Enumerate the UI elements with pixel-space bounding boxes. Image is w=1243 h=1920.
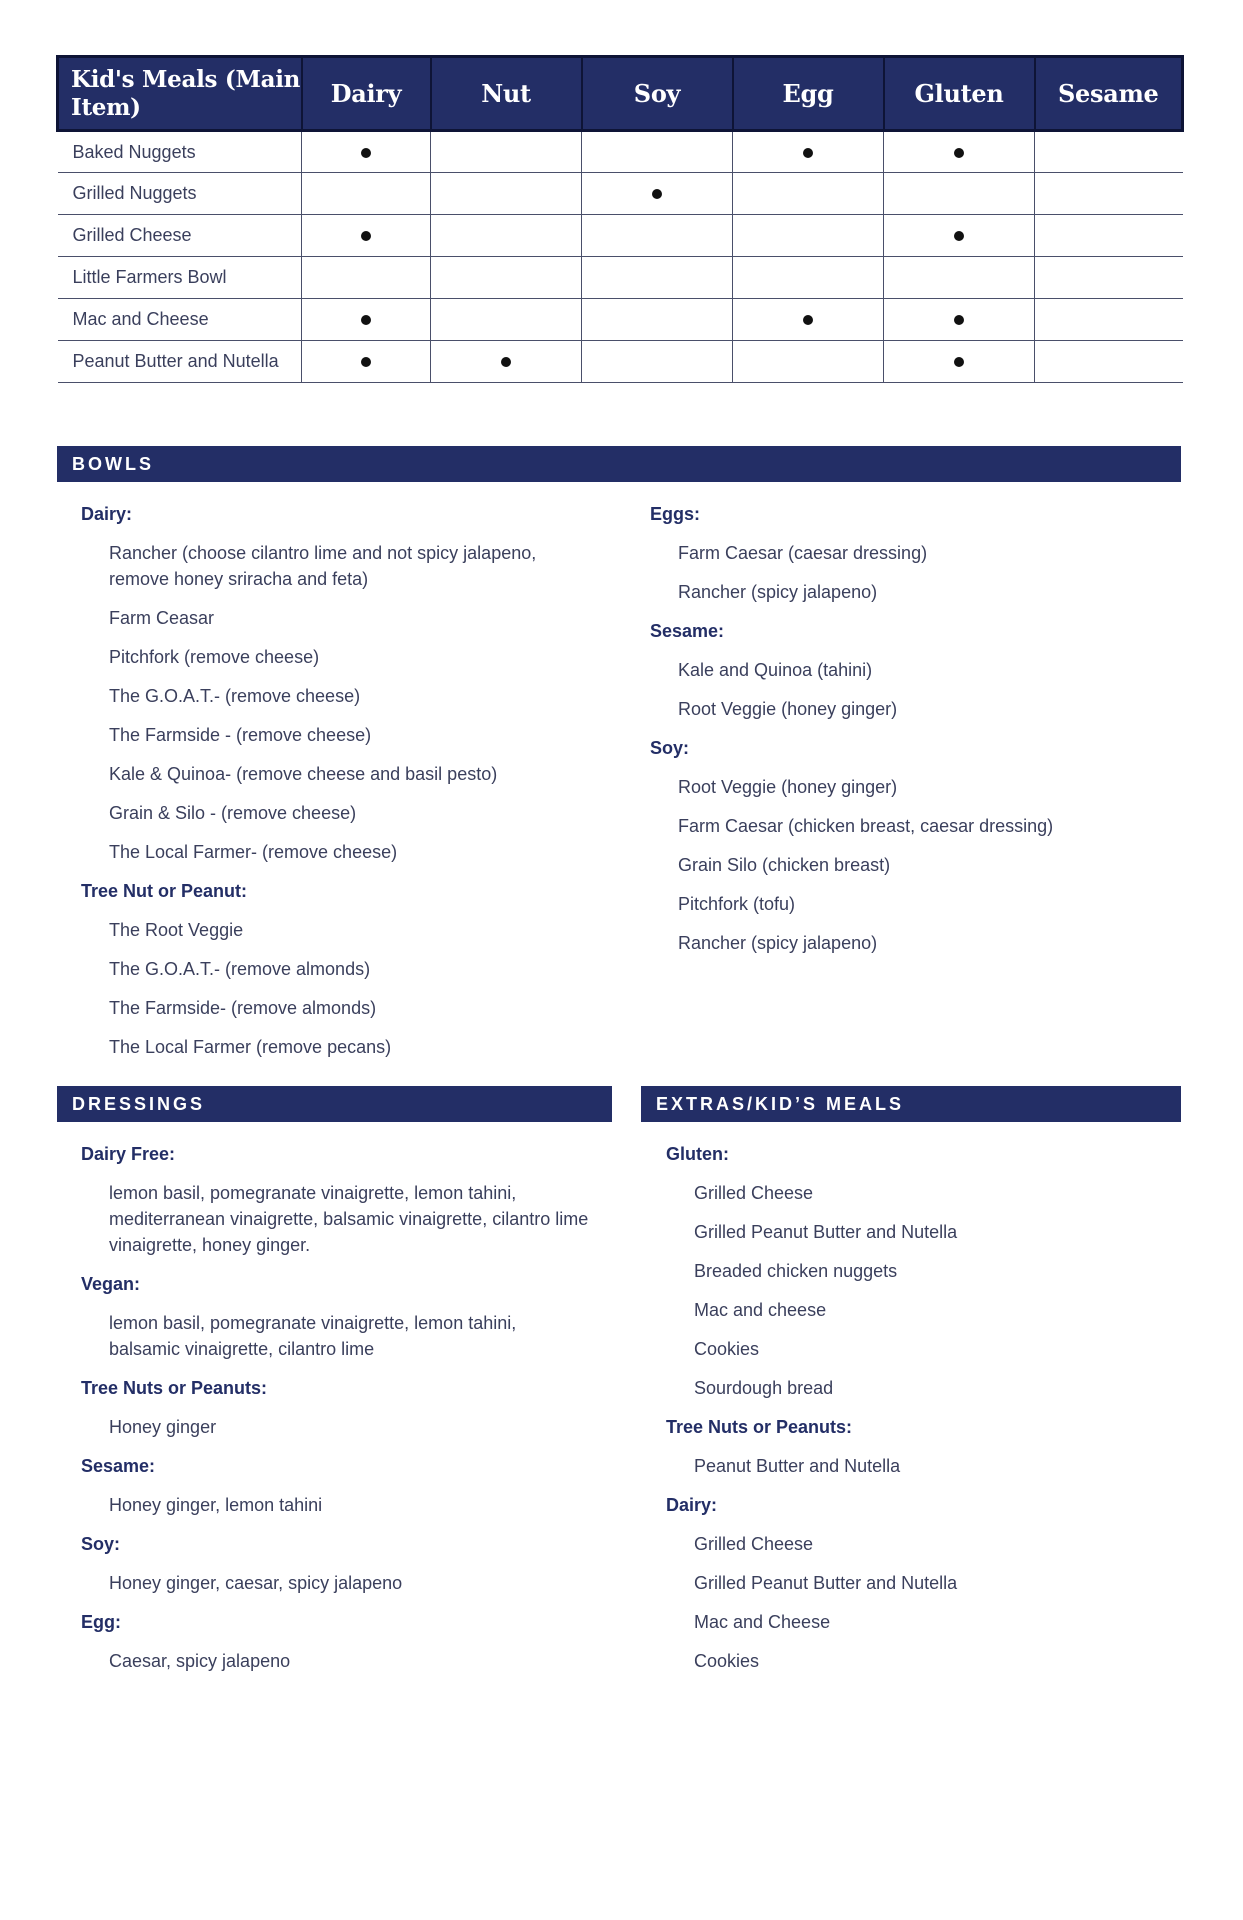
category-heading: Tree Nuts or Peanuts: bbox=[666, 1417, 853, 1437]
allergen-cell-soy bbox=[582, 257, 733, 299]
table-row bbox=[58, 215, 1183, 257]
list-item: The Local Farmer (remove pecans) bbox=[109, 1037, 392, 1057]
table-row bbox=[58, 257, 1183, 299]
allergen-dot-icon bbox=[954, 315, 964, 325]
allergen-cell-gluten bbox=[884, 173, 1035, 215]
table-row bbox=[58, 131, 1183, 173]
allergen-cell-dairy bbox=[302, 173, 431, 215]
row-item-name: Grilled Cheese bbox=[58, 215, 302, 257]
header-dairy: Dairy bbox=[302, 57, 431, 131]
allergen-dot-icon bbox=[361, 231, 371, 241]
list-item: lemon basil, pomegranate vinaigrette, lemon tahini, balsamic vinaigrette, cilantro lime bbox=[109, 1313, 517, 1359]
list-item: Caesar, spicy jalapeno bbox=[109, 1651, 291, 1671]
bowls-left-column bbox=[81, 495, 581, 1067]
list-item: Grain Silo (chicken breast) bbox=[678, 855, 891, 875]
allergen-cell-nut bbox=[431, 215, 582, 257]
extras-section-header bbox=[641, 1086, 1181, 1122]
allergen-cell-dairy bbox=[302, 131, 431, 173]
list-item: Grilled Cheese bbox=[694, 1534, 814, 1554]
allergen-cell-gluten bbox=[884, 215, 1035, 257]
list-item: Mac and Cheese bbox=[694, 1612, 831, 1632]
allergen-dot-icon bbox=[361, 357, 371, 367]
allergen-cell-soy bbox=[582, 131, 733, 173]
allergen-cell-dairy bbox=[302, 257, 431, 299]
list-item: Grain & Silo - (remove cheese) bbox=[109, 803, 357, 823]
list-item: Cookies bbox=[694, 1339, 760, 1359]
category-heading: Sesame: bbox=[650, 621, 725, 641]
allergen-dot-icon bbox=[803, 148, 813, 158]
row-item-name: Mac and Cheese bbox=[58, 299, 302, 341]
allergen-dot-icon bbox=[803, 315, 813, 325]
allergen-cell-gluten bbox=[884, 341, 1035, 383]
list-item: The Root Veggie bbox=[109, 920, 244, 940]
allergen-cell-egg bbox=[733, 131, 884, 173]
row-item-name: Baked Nuggets bbox=[58, 131, 302, 173]
header-soy: Soy bbox=[582, 57, 733, 131]
row-item-name: Peanut Butter and Nutella bbox=[58, 341, 302, 383]
allergen-dot-icon bbox=[652, 189, 662, 199]
list-item: Cookies bbox=[694, 1651, 760, 1671]
allergen-cell-nut bbox=[431, 131, 582, 173]
list-item: lemon basil, pomegranate vinaigrette, lemon tahini, mediterranean vinaigrette, balsamic vinaigrette, cilantro lime vinaigrette, honey ginger. bbox=[109, 1183, 589, 1255]
allergen-cell-dairy bbox=[302, 215, 431, 257]
dressings-column bbox=[81, 1135, 591, 1681]
list-item: The G.O.A.T.- (remove cheese) bbox=[109, 686, 361, 706]
allergen-dot-icon bbox=[954, 357, 964, 367]
list-item: Pitchfork (tofu) bbox=[678, 894, 796, 914]
bowls-section-header bbox=[57, 446, 1181, 482]
list-item: Peanut Butter and Nutella bbox=[694, 1456, 901, 1476]
list-item: Honey ginger, lemon tahini bbox=[109, 1495, 323, 1515]
category-heading: Eggs: bbox=[650, 504, 701, 524]
allergen-dot-icon bbox=[501, 357, 511, 367]
list-item: Mac and cheese bbox=[694, 1300, 827, 1320]
allergen-cell-soy bbox=[582, 341, 733, 383]
extras-title: EXTRAS/KID’S MEALS bbox=[656, 1094, 905, 1114]
row-item-name: Little Farmers Bowl bbox=[58, 257, 302, 299]
allergen-cell-nut bbox=[431, 299, 582, 341]
header-gluten: Gluten bbox=[884, 57, 1035, 131]
list-item: Grilled Peanut Butter and Nutella bbox=[694, 1573, 958, 1593]
category-heading: Dairy Free: bbox=[81, 1144, 176, 1164]
category-heading: Gluten: bbox=[666, 1144, 729, 1164]
allergen-cell-nut bbox=[431, 341, 582, 383]
allergen-cell-egg bbox=[733, 215, 884, 257]
allergen-dot-icon bbox=[361, 315, 371, 325]
category-heading: Tree Nut or Peanut: bbox=[81, 881, 248, 901]
allergen-cell-sesame bbox=[1035, 341, 1183, 383]
allergen-cell-gluten bbox=[884, 131, 1035, 173]
extras-column bbox=[666, 1135, 1166, 1681]
list-item: Farm Caesar (chicken breast, caesar dressing) bbox=[678, 816, 1054, 836]
category-heading: Egg: bbox=[81, 1612, 121, 1632]
list-item: Breaded chicken nuggets bbox=[694, 1261, 898, 1281]
allergen-cell-sesame bbox=[1035, 215, 1183, 257]
allergen-cell-gluten bbox=[884, 299, 1035, 341]
allergen-dot-icon bbox=[361, 148, 371, 158]
allergen-cell-nut bbox=[431, 173, 582, 215]
allergen-cell-egg bbox=[733, 299, 884, 341]
list-item: Kale and Quinoa (tahini) bbox=[678, 660, 873, 680]
allergen-cell-dairy bbox=[302, 299, 431, 341]
list-item: The Farmside - (remove cheese) bbox=[109, 725, 372, 745]
header-egg: Egg bbox=[733, 57, 884, 131]
category-heading: Tree Nuts or Peanuts: bbox=[81, 1378, 268, 1398]
list-item: Honey ginger, caesar, spicy jalapeno bbox=[109, 1573, 403, 1593]
header-main-item: Kid's Meals (Main Item) bbox=[58, 57, 302, 131]
category-heading: Dairy: bbox=[81, 504, 133, 524]
allergen-cell-soy bbox=[582, 215, 733, 257]
allergen-cell-dairy bbox=[302, 341, 431, 383]
allergen-cell-egg bbox=[733, 173, 884, 215]
allergen-cell-nut bbox=[431, 257, 582, 299]
allergen-table bbox=[56, 55, 1184, 383]
list-item: Honey ginger bbox=[109, 1417, 217, 1437]
list-item: Rancher (spicy jalapeno) bbox=[678, 582, 878, 602]
allergen-table-body bbox=[58, 131, 1183, 383]
dressings-title: DRESSINGS bbox=[72, 1094, 206, 1114]
allergen-cell-soy bbox=[582, 173, 733, 215]
list-item: The G.O.A.T.- (remove almonds) bbox=[109, 959, 371, 979]
bowls-right-column bbox=[650, 495, 1170, 963]
allergen-dot-icon bbox=[954, 231, 964, 241]
row-item-name: Grilled Nuggets bbox=[58, 173, 302, 215]
table-row bbox=[58, 173, 1183, 215]
table-row bbox=[58, 299, 1183, 341]
list-item: The Local Farmer- (remove cheese) bbox=[109, 842, 398, 862]
header-sesame: Sesame bbox=[1035, 57, 1183, 131]
allergen-cell-sesame bbox=[1035, 173, 1183, 215]
list-item: The Farmside- (remove almonds) bbox=[109, 998, 377, 1018]
list-item: Grilled Peanut Butter and Nutella bbox=[694, 1222, 958, 1242]
list-item: Sourdough bread bbox=[694, 1378, 834, 1398]
list-item: Rancher (choose cilantro lime and not spicy jalapeno, remove honey sriracha and feta) bbox=[109, 543, 537, 589]
list-item: Kale & Quinoa- (remove cheese and basil pesto) bbox=[109, 764, 498, 784]
list-item: Farm Ceasar bbox=[109, 608, 215, 628]
list-item: Farm Caesar (caesar dressing) bbox=[678, 543, 928, 563]
list-item: Pitchfork (remove cheese) bbox=[109, 647, 320, 667]
table-header-row bbox=[58, 57, 1183, 131]
list-item: Root Veggie (honey ginger) bbox=[678, 777, 898, 797]
list-item: Root Veggie (honey ginger) bbox=[678, 699, 898, 719]
allergen-cell-soy bbox=[582, 299, 733, 341]
bowls-title: BOWLS bbox=[72, 454, 154, 474]
table-row bbox=[58, 341, 1183, 383]
category-heading: Soy: bbox=[81, 1534, 121, 1554]
header-nut: Nut bbox=[431, 57, 582, 131]
dressings-section-header bbox=[57, 1086, 612, 1122]
allergen-cell-egg bbox=[733, 257, 884, 299]
allergen-cell-gluten bbox=[884, 257, 1035, 299]
category-heading: Soy: bbox=[650, 738, 690, 758]
list-item: Rancher (spicy jalapeno) bbox=[678, 933, 878, 953]
category-heading: Dairy: bbox=[666, 1495, 718, 1515]
allergen-cell-egg bbox=[733, 341, 884, 383]
list-item: Grilled Cheese bbox=[694, 1183, 814, 1203]
allergen-cell-sesame bbox=[1035, 257, 1183, 299]
category-heading: Sesame: bbox=[81, 1456, 156, 1476]
allergen-cell-sesame bbox=[1035, 299, 1183, 341]
allergen-dot-icon bbox=[954, 148, 964, 158]
category-heading: Vegan: bbox=[81, 1274, 141, 1294]
allergen-cell-sesame bbox=[1035, 131, 1183, 173]
